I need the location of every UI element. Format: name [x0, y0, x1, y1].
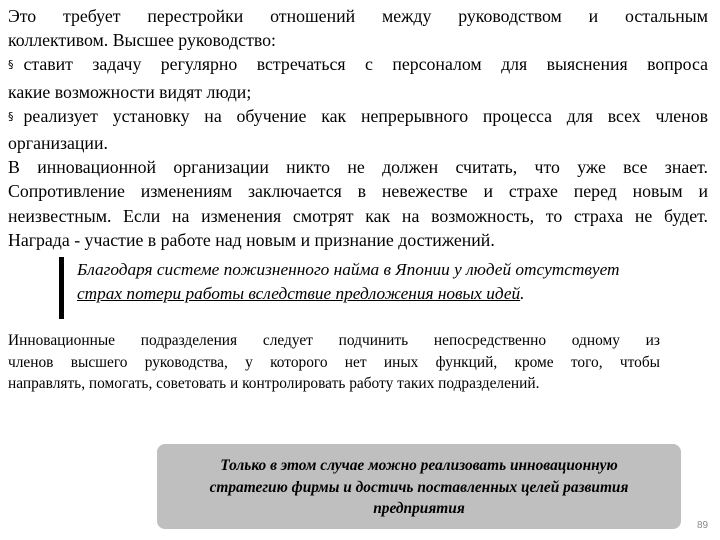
- text-line: организации.: [8, 133, 108, 154]
- main-paragraph: [8, 4, 708, 252]
- callout-line: Только в этом случае можно реализовать инновационную: [220, 457, 618, 474]
- bullet-item: [8, 104, 708, 131]
- bullet-item: [8, 52, 708, 79]
- bullet-icon: §: [8, 109, 14, 123]
- text-line: Это требует перестройки отношений между руководством и остальным: [8, 6, 708, 26]
- text-line: Награда - участие в работе над новым и признание достижений.: [8, 229, 495, 250]
- quote-period: .: [520, 284, 525, 303]
- callout-line: стратегию фирмы и достичь поставленных целей развития: [209, 478, 629, 496]
- quote-bar: [59, 257, 64, 319]
- text-line: членов высшего руководства, у которого нет иных функций, кроме того, чтобы: [8, 353, 660, 371]
- callout-box: [157, 444, 681, 529]
- text-line: коллективом. Высшее руководство:: [8, 30, 276, 51]
- second-paragraph: [8, 330, 660, 395]
- text-line: неизвестным. Если на изменения смотрят как на возможность, то страха не будет.: [8, 205, 708, 226]
- bullet-text: реализует установку на обучение как непрерывного процесса для всех членов: [23, 105, 708, 126]
- text-line: В инновационной организации никто не должен считать, что уже все знает.: [8, 157, 708, 178]
- bullet-icon: §: [8, 58, 14, 72]
- page-number: 89: [697, 520, 709, 531]
- text-line: Инновационные подразделения следует подчинить непосредственно одному из: [8, 332, 660, 349]
- text-line: какие возможности видят люди;: [8, 81, 252, 102]
- text-line: направлять, помогать, советовать и контролировать работу таких подразделений.: [8, 375, 540, 393]
- bullet-text: ставит задачу регулярно встречаться с персоналом для выяснения вопроса: [23, 54, 708, 75]
- callout-line: предприятия: [373, 500, 465, 517]
- quote-underlined-text: страх потери работы вследствие предложения новых идей: [77, 284, 521, 303]
- quote-block: [77, 258, 707, 306]
- text-line: Сопротивление изменениям заключается в невежестве и страхе перед новым и: [8, 181, 708, 202]
- quote-line: [77, 282, 707, 306]
- quote-line: Благодаря системе пожизненного найма в Японии у людей отсутствует: [77, 260, 620, 279]
